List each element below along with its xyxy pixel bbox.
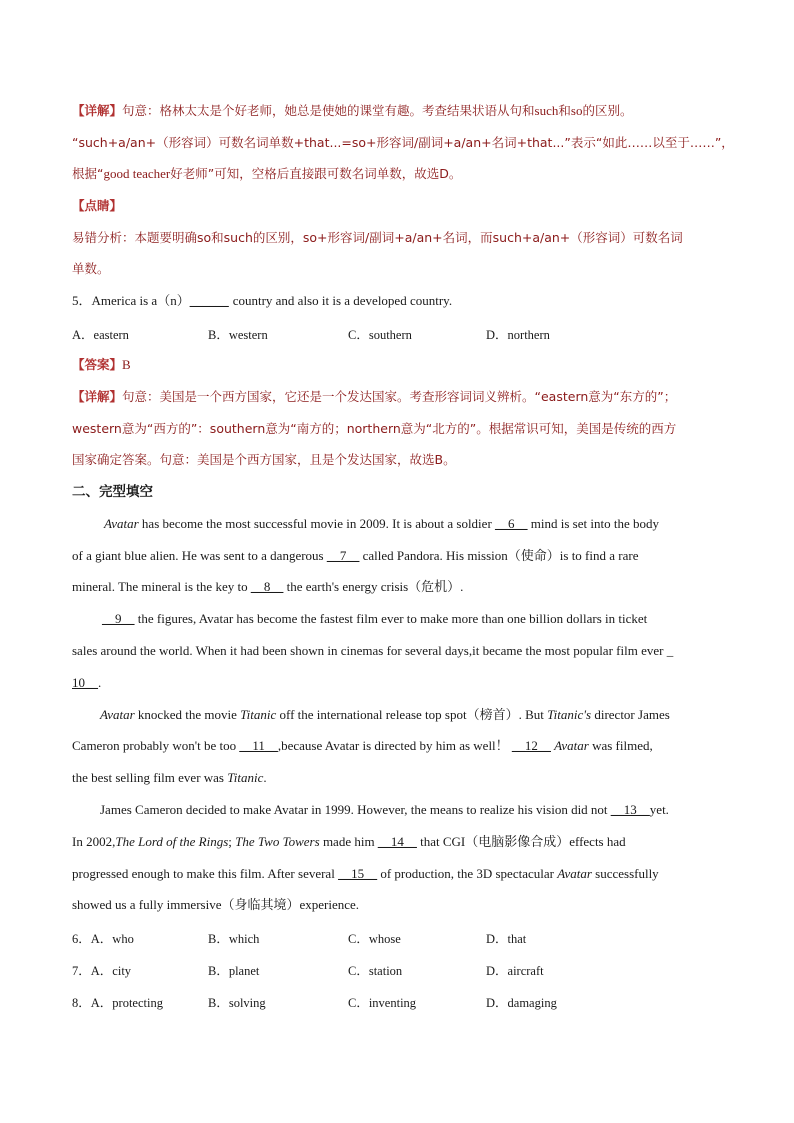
tip-label: 【点睛】 bbox=[72, 198, 123, 213]
title-titanic: Titanic bbox=[227, 770, 264, 785]
section-title: 二、完型填空 bbox=[72, 484, 153, 500]
passage-p3-line-2 bbox=[72, 738, 653, 754]
title-avatar: Avatar bbox=[104, 516, 139, 531]
term-good-teacher: good teacher bbox=[103, 166, 171, 181]
text-span: the best selling film ever was bbox=[72, 770, 228, 785]
title-lord-of-the-rings: The Lord of the Rings bbox=[115, 834, 229, 849]
text-span: that CGI（电脑影像合成）effects had bbox=[416, 834, 626, 849]
text-span: was filmed, bbox=[588, 738, 653, 753]
q5-option-b: B．western bbox=[208, 328, 268, 342]
text-span: In 2002, bbox=[72, 834, 116, 849]
blank-6: __6__ bbox=[495, 516, 528, 531]
blank-10: 10__ bbox=[72, 675, 98, 690]
q5-stem bbox=[72, 293, 452, 309]
text-span: mind is set into the body bbox=[527, 516, 659, 531]
title-titanics: Titanic's bbox=[547, 707, 592, 722]
answer-value: B bbox=[122, 357, 131, 372]
text-span: called Pandora. His mission（使命）is to find a rare bbox=[359, 548, 639, 563]
text-span: the earth's energy crisis（危机）. bbox=[283, 579, 464, 594]
passage-p2-line-3 bbox=[72, 675, 101, 691]
text-span: director James bbox=[591, 707, 670, 722]
q6-option-d: D．that bbox=[486, 932, 527, 946]
text-span: has become the most successful movie in 2009. It is about a soldier bbox=[138, 516, 496, 531]
q4-tip-line-1: 易错分析：本题要明确so和such的区别，so+形容词/副词+a/an+名词，而such+a/an+（形容词）可数名词 bbox=[72, 230, 683, 245]
text-span: yet. bbox=[649, 802, 669, 817]
q4-explain-text: 句意：格林太太是个好老师，她总是使她的课堂有趣。考查结果状语从句和 bbox=[122, 103, 535, 118]
text-span: of a giant blue alien. He was sent to a dangerous bbox=[72, 548, 327, 563]
q4-explain-text-end: 的区别。 bbox=[582, 103, 633, 118]
q5-blank: ______ bbox=[189, 293, 229, 308]
q5-stem-a: 5．America is a（n） bbox=[72, 293, 190, 308]
passage-p2-line-1 bbox=[102, 611, 647, 627]
title-titanic: Titanic bbox=[240, 707, 277, 722]
q5-answer bbox=[72, 357, 131, 373]
text-span: mineral. The mineral is the key to bbox=[72, 579, 251, 594]
text-span: Cameron probably won't be too bbox=[72, 738, 240, 753]
q8-option-a bbox=[72, 993, 163, 1011]
q7-option-d: D．aircraft bbox=[486, 964, 544, 978]
text-span: knocked the movie bbox=[134, 707, 241, 722]
text-span: James Cameron decided to make Avatar in 1999. However, the means to realize his vision did not bbox=[100, 802, 611, 817]
blank-8: __8__ bbox=[250, 579, 284, 594]
passage-p1-line-2 bbox=[72, 548, 638, 564]
q7-option-a bbox=[72, 961, 131, 979]
q8-number: 8． bbox=[72, 996, 91, 1010]
blank-9: __9__ bbox=[102, 611, 135, 626]
text-span: made him bbox=[319, 834, 378, 849]
q7-number: 7． bbox=[72, 964, 91, 978]
q4-explain-l3-a: 根据“ bbox=[72, 166, 104, 181]
title-avatar: Avatar bbox=[554, 738, 589, 753]
q7-option-b: B．planet bbox=[208, 964, 260, 978]
passage-p1-line-3 bbox=[72, 579, 463, 595]
q6-option-b: B．which bbox=[208, 932, 260, 946]
q5-option-d: D．northern bbox=[486, 328, 550, 342]
passage-p3-line-3 bbox=[72, 770, 267, 786]
conj-text: 和 bbox=[558, 103, 571, 118]
blank-15: __15__ bbox=[338, 866, 378, 881]
q8-option-d: D．damaging bbox=[486, 996, 557, 1010]
q5-option-c: C．southern bbox=[348, 328, 412, 342]
q6-a-text: A．who bbox=[90, 932, 134, 946]
passage-p2-line-2: sales around the world. When it had been shown in cinemas for several days,it became the most popular film ever _ bbox=[72, 643, 674, 658]
q5-option-a: A．eastern bbox=[72, 328, 129, 342]
passage-p4-line-1 bbox=[100, 802, 669, 818]
text-span: ; bbox=[228, 834, 236, 849]
q8-option-c: C．inventing bbox=[348, 996, 417, 1010]
blank-12: __12__ bbox=[511, 738, 551, 753]
passage-p3-line-1 bbox=[100, 707, 670, 723]
answer-label: 【答案】 bbox=[72, 357, 123, 372]
q8-option-b: B．solving bbox=[208, 996, 266, 1010]
blank-13: __13__ bbox=[610, 802, 650, 817]
q4-tip-heading bbox=[72, 198, 122, 214]
q5-explain-line-3: 国家确定答案。句意：美国是个西方国家，且是个发达国家，故选B。 bbox=[72, 452, 456, 467]
text-span: the figures, Avatar has become the fastest film ever to make more than one billion dollars in ticket bbox=[134, 611, 648, 626]
q4-explain-line-3 bbox=[72, 166, 461, 182]
q4-tip-line-2: 单数。 bbox=[72, 261, 110, 276]
passage-p4-line-3 bbox=[72, 866, 659, 882]
title-avatar: Avatar bbox=[557, 866, 592, 881]
title-two-towers: The Two Towers bbox=[235, 834, 320, 849]
blank-11: __11__ bbox=[239, 738, 278, 753]
q6-option-c: C．whose bbox=[348, 932, 401, 946]
q4-explain-line-2: “such+a/an+（形容词）可数名词单数+that...=so+形容词/副词+a/an+名词+that...”表示“如此……以至于……”， bbox=[72, 135, 734, 150]
text-span: off the international release top spot（榜首）. But bbox=[276, 707, 548, 722]
q4-explain-l3-b: 好老师”可知，空格后直接跟可数名词单数，故选D。 bbox=[170, 166, 462, 181]
explain-label: 【详解】 bbox=[72, 389, 123, 404]
text-span: . bbox=[98, 675, 102, 690]
q5-explain-line-2: western意为“西方的”：southern意为“南方的；northern意为“北方的”。根据常识可知，美国是传统的西方 bbox=[72, 421, 677, 436]
blank-14: __14__ bbox=[377, 834, 417, 849]
q7-a-text: A．city bbox=[90, 964, 132, 978]
term-such: such bbox=[534, 103, 559, 118]
q7-option-c: C．station bbox=[348, 964, 403, 978]
q4-explain-line-1 bbox=[72, 103, 632, 119]
q5-explain-text: 句意：美国是一个西方国家，它还是一个发达国家。考查形容词词义辨析。“eastern意为“东方的”； bbox=[122, 389, 677, 404]
text-span: . bbox=[263, 770, 267, 785]
q5-explain-line-1 bbox=[72, 389, 676, 405]
term-so: so bbox=[570, 103, 583, 118]
passage-p4-line-4: showed us a fully immersive（身临其境）experience. bbox=[72, 897, 360, 912]
q6-option-a bbox=[72, 929, 134, 947]
q5-stem-b: country and also it is a developed country. bbox=[232, 293, 453, 308]
passage-p1-line-1 bbox=[104, 516, 659, 532]
explain-label: 【详解】 bbox=[72, 103, 123, 118]
blank-7: __7__ bbox=[326, 548, 360, 563]
q6-number: 6． bbox=[72, 932, 91, 946]
text-span: successfully bbox=[591, 866, 659, 881]
title-avatar: Avatar bbox=[100, 707, 135, 722]
passage-p4-line-2 bbox=[72, 834, 626, 850]
text-span: ,because Avatar is directed by him as well！ bbox=[277, 738, 512, 753]
text-span: of production, the 3D spectacular bbox=[377, 866, 558, 881]
text-span: progressed enough to make this film. After several bbox=[72, 866, 339, 881]
q8-a-text: A．protecting bbox=[90, 996, 163, 1010]
